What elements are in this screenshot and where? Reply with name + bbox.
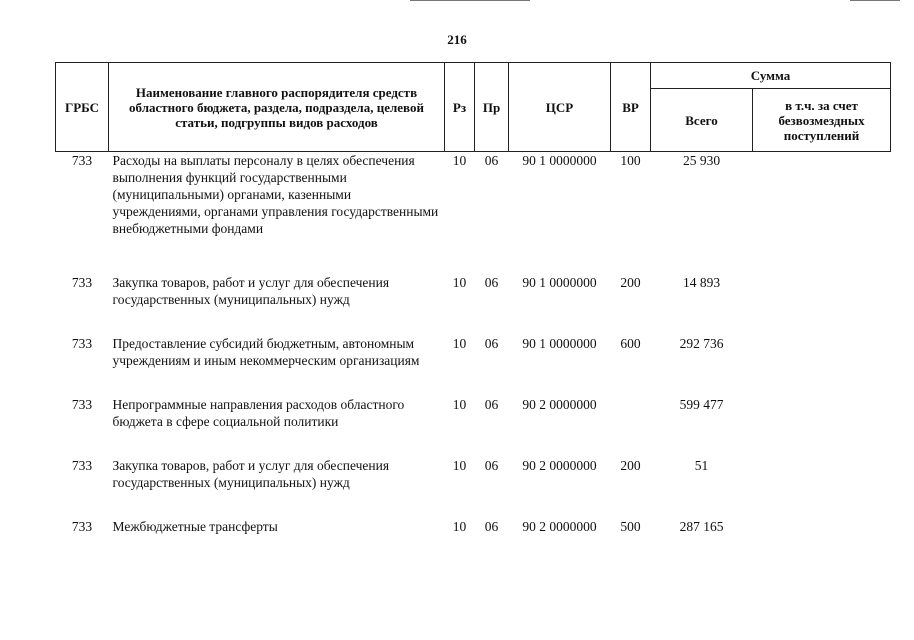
budget-table [55, 62, 891, 558]
cell-grbs: 733 [71, 274, 93, 290]
cell-name: Закупка товаров, работ и услуг для обеспечения государственных (муниципальных) нужд [112, 457, 390, 490]
cell-total: 287 165 [679, 518, 724, 534]
header-pr: Пр [475, 63, 509, 152]
cell-vr [611, 396, 651, 457]
table-row [56, 335, 891, 396]
cell-free [753, 274, 891, 335]
cell-csr: 90 1 0000000 [522, 335, 597, 351]
cell-free [753, 152, 891, 274]
cell-vr: 600 [620, 335, 641, 351]
table-row [56, 396, 891, 457]
cell-grbs: 733 [71, 518, 93, 534]
table-row [56, 518, 891, 558]
cell-csr: 90 1 0000000 [522, 274, 597, 290]
cell-rz: 10 [452, 457, 467, 473]
cell-total: 25 930 [682, 153, 721, 168]
header-sum: Сумма [651, 63, 891, 89]
table-body [56, 152, 891, 558]
cell-rz: 10 [452, 335, 467, 351]
cell-rz: 10 [452, 274, 467, 290]
cell-grbs: 733 [71, 457, 93, 473]
cell-name: Непрограммные направления расходов областного бюджета в сфере социальной политики [112, 396, 405, 429]
cell-total: 51 [694, 457, 709, 473]
cell-free [753, 457, 891, 518]
table-row [56, 152, 891, 274]
cell-csr: 90 2 0000000 [522, 396, 597, 412]
cell-free [753, 518, 891, 558]
cell-free [753, 335, 891, 396]
cell-rz: 10 [452, 153, 467, 168]
cell-pr: 06 [484, 396, 499, 412]
cell-pr: 06 [484, 457, 499, 473]
cell-name: Межбюджетные трансферты [112, 518, 278, 534]
cell-vr: 200 [620, 274, 641, 290]
cell-name: Предоставление субсидий бюджетным, автономным учреждениям и иным некоммерческим организациям [112, 335, 420, 368]
header-free: в т.ч. за счет безвозмездных поступлений [753, 89, 891, 152]
cell-grbs: 733 [71, 335, 93, 351]
cell-csr: 90 1 0000000 [522, 153, 597, 168]
cell-pr: 06 [484, 153, 499, 168]
cell-grbs: 733 [71, 396, 93, 412]
cell-vr: 500 [620, 518, 641, 534]
cell-rz: 10 [452, 396, 467, 412]
cell-total: 599 477 [679, 396, 724, 412]
cell-csr: 90 2 0000000 [522, 457, 597, 473]
header-grbs: ГРБС [56, 63, 109, 152]
header-name: Наименование главного распорядителя средств областного бюджета, раздела, подраздела, целевой статьи, подгруппы видов расходов [109, 63, 445, 152]
cell-vr: 100 [620, 153, 641, 168]
cell-name: Расходы на выплаты персоналу в целях обеспечения выполнения функций государственными (муниципальными) органами, казенными учреждениями, органами управления государственными внебюджетными фондами [112, 153, 439, 236]
table-header [56, 63, 891, 152]
table-row [56, 457, 891, 518]
header-total: Всего [651, 89, 753, 152]
cell-rz: 10 [452, 518, 467, 534]
scan-edge-mark [850, 0, 900, 1]
cell-pr: 06 [484, 274, 499, 290]
cell-total: 292 736 [679, 335, 724, 351]
cell-vr: 200 [620, 457, 641, 473]
table-row [56, 274, 891, 335]
cell-total: 14 893 [682, 274, 721, 290]
cell-pr: 06 [484, 518, 499, 534]
scan-edge-mark [410, 0, 530, 1]
cell-name: Закупка товаров, работ и услуг для обеспечения государственных (муниципальных) нужд [112, 274, 390, 307]
page-number: 216 [447, 32, 467, 47]
cell-grbs: 733 [71, 153, 93, 168]
header-rz: Рз [445, 63, 475, 152]
cell-free [753, 396, 891, 457]
cell-pr: 06 [484, 335, 499, 351]
cell-csr: 90 2 0000000 [522, 518, 597, 534]
header-vr: ВР [611, 63, 651, 152]
header-csr: ЦСР [509, 63, 611, 152]
